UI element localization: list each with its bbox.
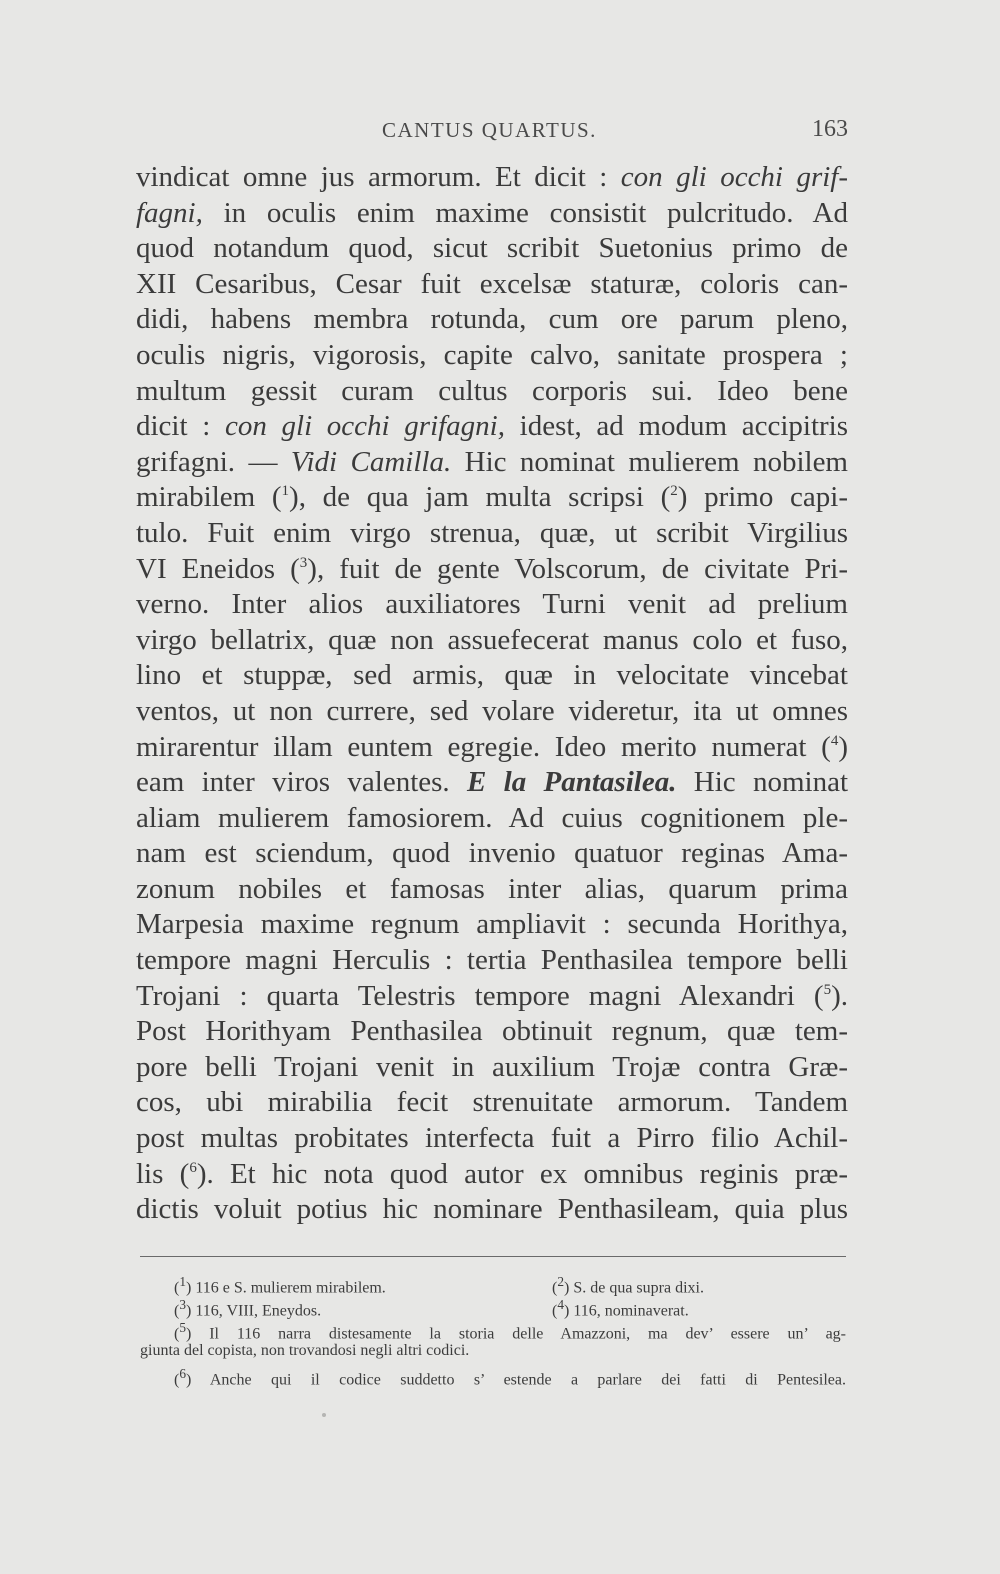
footnote-5-cont: giunta del copista, non trovandosi negli altri codici. <box>140 1342 470 1359</box>
text-line: tempore magni Herculis : tertia Penthasilea tempore belli <box>136 944 848 977</box>
footnote-2: ($^2$) S. de qua supra dixi. <box>552 1274 704 1297</box>
text-line: cos, ubi mirabilia fecit strenuitate armorum. Tandem <box>136 1086 848 1119</box>
text-line: Marpesia maxime regnum ampliavit : secunda Horithya, <box>136 908 848 941</box>
text-line: lis ($^6$). Et hic nota quod autor ex omnibus reginis præ- <box>136 1157 848 1190</box>
text-line: dicit : con gli occhi grifagni, idest, ad modum accipitris <box>136 410 849 443</box>
text-line: multum gessit curam cultus corporis sui. Ideo bene <box>136 374 848 407</box>
text-line: ventos, ut non currere, sed volare videretur, ita ut omnes <box>136 694 848 727</box>
footnote-row <box>140 1293 846 1320</box>
text-line: verno. Inter alios auxiliatores Turni venit ad prelium <box>136 588 848 621</box>
text-line: lino et stuppæ, sed armis, quæ in velocitate vincebat <box>136 659 848 692</box>
footnote-1: ($^1$) 116 e S. mulierem mirabilem. <box>174 1274 386 1297</box>
page-number: 163 <box>812 116 848 142</box>
text-line: VI Eneidos ($^3$), fuit de gente Volscorum, de civitate Pri- <box>136 552 848 585</box>
text-line: eam inter viros valentes. E la Pantasilea. Hic nominat <box>136 766 849 799</box>
footnote-4: ($^4$) 116, nominaverat. <box>552 1297 689 1320</box>
text-line: XII Cesaribus, Cesar fuit excelsæ staturæ, coloris can- <box>136 267 848 300</box>
text-line: nam est sciendum, quod invenio quatuor reginas Ama- <box>136 837 848 870</box>
footnote-ref: 5 <box>823 981 832 998</box>
text-line: grifagni. — Vidi Camilla. Hic nominat mulierem nobilem <box>136 445 848 478</box>
text-line: vindicat omne jus armorum. Et dicit : con gli occhi grif- <box>136 161 849 193</box>
text-line: mirarentur illam euntem egregie. Ideo merito numerat ($^4$) <box>136 730 848 763</box>
text-line: mirabilem ($^1$), de qua jam multa scripsi ($^2$) primo capi- <box>136 481 848 514</box>
running-head: CANTUS QUARTUS. <box>382 118 597 142</box>
text-line: fagni, in oculis enim maxime consistit pulcritudo. Ad <box>136 196 848 229</box>
text-line: Post Horithyam Penthasilea obtinuit regnum, quæ tem- <box>136 1015 848 1048</box>
text-line: pore belli Trojani venit in auxilium Trojæ contra Græ- <box>136 1050 848 1083</box>
footnote-ref: 2 <box>670 483 678 500</box>
footnote-6: ($^6$) Anche qui il codice suddetto s’ estende a parlare dei fatti di Pentesilea. <box>174 1366 846 1389</box>
main-text <box>136 160 848 1228</box>
footnote-5: ($^5$) Il 116 narra distesamente la storia delle Amazzoni, ma dev’ essere un’ ag- <box>174 1320 846 1343</box>
footnote-row <box>140 1270 846 1297</box>
footnote-3: ($^3$) 116, VIII, Eneydos. <box>174 1297 322 1320</box>
footnotes <box>140 1270 846 1389</box>
text-line: zonum nobiles et famosas inter alias, quarum prima <box>136 872 848 905</box>
page-header <box>136 118 848 148</box>
text-line: oculis nigris, vigorosis, capite calvo, sanitate prospera ; <box>136 338 848 371</box>
footnote-ref: 1 <box>281 483 290 500</box>
footnote-divider <box>140 1256 846 1257</box>
text-line: didi, habens membra rotunda, cum ore parum pleno, <box>136 303 848 336</box>
paper-speck <box>322 1413 326 1417</box>
footnote-ref: 6 <box>189 1159 197 1176</box>
text-line: quod notandum quod, sicut scribit Suetonius primo de <box>136 232 848 265</box>
text-line: tulo. Fuit enim virgo strenua, quæ, ut scribit Virgilius <box>136 516 848 549</box>
text-line: post multas probitates interfecta fuit a Pirro filio Achil- <box>136 1122 848 1155</box>
text-line: aliam mulierem famosiorem. Ad cuius cognitionem ple- <box>136 801 848 834</box>
text-line: virgo bellatrix, quæ non assuefecerat manus colo et fuso, <box>136 623 848 656</box>
footnote-ref: 4 <box>830 732 839 749</box>
footnote-ref: 3 <box>299 554 308 571</box>
text-line: dictis voluit potius hic nominare Penthasileam, quia plus <box>136 1193 848 1226</box>
text-line: Trojani : quarta Telestris tempore magni Alexandri ($^5$). <box>136 979 848 1012</box>
